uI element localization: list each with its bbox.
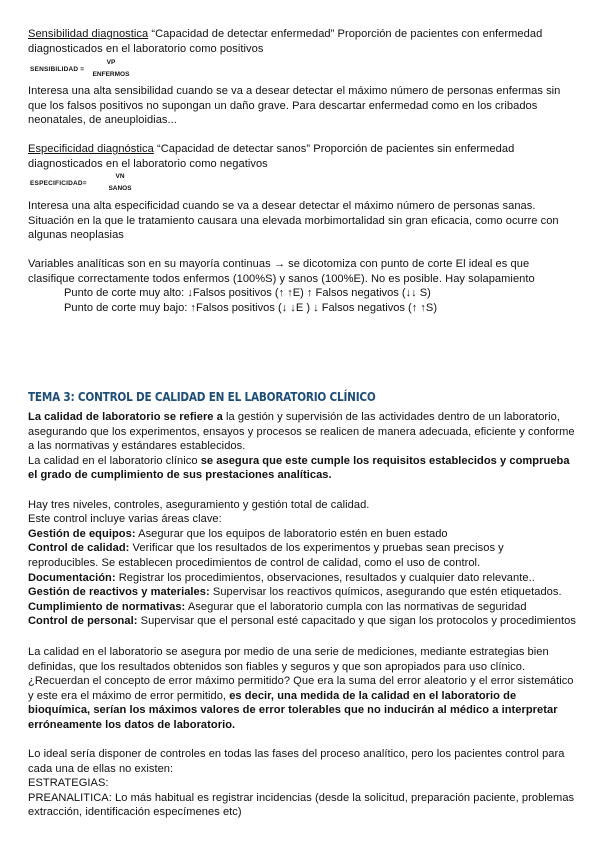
clinical-quality-line2: el grado de cumplimiento de sus prestaciones analíticas. [28, 469, 332, 482]
specificity-term: Especificidad diagnóstica [28, 143, 154, 155]
specificity-text-line1: Interesa una alta especificidad cuando se va a desear detectar el máximo número de personas sanas. [28, 200, 536, 212]
error-line5: bioquímica, serían los máximos valores de error tolerables que no inducirán al médico a interpretar [28, 704, 558, 717]
sensitivity-formula-numerator: VP [106, 59, 116, 66]
quality-intro-line2: asegurando que los experimentos, ensayos y procesos se realicen de manera adecuada, eficiente y conforme [28, 425, 575, 438]
section-heading: TEMA 3: CONTROL DE CALIDAD EN EL LABORATORIO CLÍNICO [28, 390, 376, 404]
list-item: Gestión de equipos: Asegurar que los equipos de laboratorio estén en buen estado [28, 527, 448, 540]
sensitivity-text-line1: Interesa una alta sensibilidad cuando se va a desear detectar el máximo número de personas enfermas sin [28, 85, 561, 97]
sensitivity-definition: Sensibilidad diagnostica “Capacidad de detectar enfermedad” Proporción de pacientes con enfermedad [28, 28, 543, 40]
strategies-line1: Lo ideal sería disponer de controles en todas las fases del proceso analítico, pero los pacientes control para [28, 748, 565, 760]
list-item: reproducibles. Se establecen procedimientos de control de calidad, como el uso de control. [28, 557, 481, 569]
list-item: Documentación: Registrar los procedimientos, observaciones, resultados y cualquier dato relevante.. [28, 571, 535, 584]
error-line6: erróneamente los datos de laboratorio. [28, 719, 236, 731]
preanalytic-line2: extracción, identificación especímenes etc) [28, 806, 242, 819]
sensitivity-text-line2: que los falsos positivos no supongan un daño grave. Para descartar enfermedad como en los cribados [28, 99, 538, 112]
specificity-definition-line2: diagnosticados en el laboratorio como negativos [28, 157, 268, 170]
quality-intro-line3: a las normativas y estándares establecidos. [28, 440, 246, 453]
specificity-text-line2: Situación en la que le tratamiento causara una elevada morbimortalidad sin gran eficacia, como ocurre con [28, 214, 559, 227]
error-line3: ¿Recuerdan el concepto de error máximo permitido? Que era la suma del error aleatorio y el error sistemático [28, 675, 574, 688]
specificity-definition: Especificidad diagnóstica “Capacidad de detectar sanos” Proporción de pacientes sin enfermedad [28, 143, 515, 155]
list-item: Control de calidad: Verificar que los resultados de los experimentos y pruebas sean precisos y [28, 542, 504, 555]
strategies-line2: cada una de ellas no existen: [28, 762, 174, 775]
error-line2: definidas, que los resultados obtenidos son fiables y seguros y que son apropiados para uso clínico. [28, 660, 526, 673]
sensitivity-formula-denominator: ENFERMOS [92, 71, 130, 78]
strategies-heading: ESTRATEGIAS: [28, 777, 109, 790]
specificity-formula-denominator: SANOS [108, 185, 132, 192]
sensitivity-text-line3: neonatales, de aneuploidias... [28, 114, 177, 127]
clinical-quality-line1: La calidad en el laboratorio clínico se asegura que este cumple los requisitos establecidos y comprueba [28, 454, 570, 467]
specificity-formula-label: ESPECIFICIDAD= [30, 180, 87, 187]
sensitivity-term: Sensibilidad diagnostica [28, 28, 149, 40]
sensitivity-formula-label: SENSIBILIDAD = [30, 66, 85, 73]
levels-line1: Hay tres niveles, controles, aseguramiento y gestión total de calidad. [28, 498, 370, 511]
cutoff-high: Punto de corte muy alto: ↓Falsos positivos (↑ ↑E) ↑ Falsos negativos (↓↓ S) [64, 287, 431, 300]
specificity-formula-numerator: VN [115, 173, 125, 180]
error-line4: y este era el máximo de error permitido, es decir, una medida de la calidad en el laboratorio de [28, 689, 517, 702]
variables-line1: Variables analíticas son en su mayoría continuas → se dicotomiza con punto de corte El ideal es que [28, 258, 530, 270]
quality-intro-line1: La calidad de laboratorio se refiere a la gestión y supervisión de las actividades dentro de un laboratorio, [28, 411, 561, 423]
error-line1: La calidad en el laboratorio se asegura por medio de una serie de mediciones, mediante estrategias bien [28, 646, 549, 658]
list-item: Gestión de reactivos y materiales: Supervisar los reactivos químicos, asegurando que estén etiquetados. [28, 586, 562, 599]
specificity-text-line3: algunas neoplasias [28, 229, 124, 242]
variables-line2: clasifique correctamente todos enfermos (100%S) y sanos (100%E). No es posible. Hay solapamiento [28, 272, 535, 285]
sensitivity-definition-line2: diagnosticados en el laboratorio como positivos [28, 42, 264, 55]
preanalytic-line1: PREANALITICA: Lo más habitual es registrar incidencias (desde la solicitud, preparación paciente, problemas [28, 791, 575, 804]
cutoff-low: Punto de corte muy bajo: ↑Falsos positivos (↓ ↓E ) ↓ Falsos negativos (↑ ↑S) [64, 301, 438, 314]
list-item: Control de personal: Supervisar que el personal esté capacitado y que sigan los protocolos y procedimientos [28, 615, 576, 628]
list-item: Cumplimiento de normativas: Asegurar que el laboratorio cumpla con las normativas de seguridad [28, 600, 527, 613]
levels-line2: Este control incluye varias áreas clave: [28, 513, 222, 526]
